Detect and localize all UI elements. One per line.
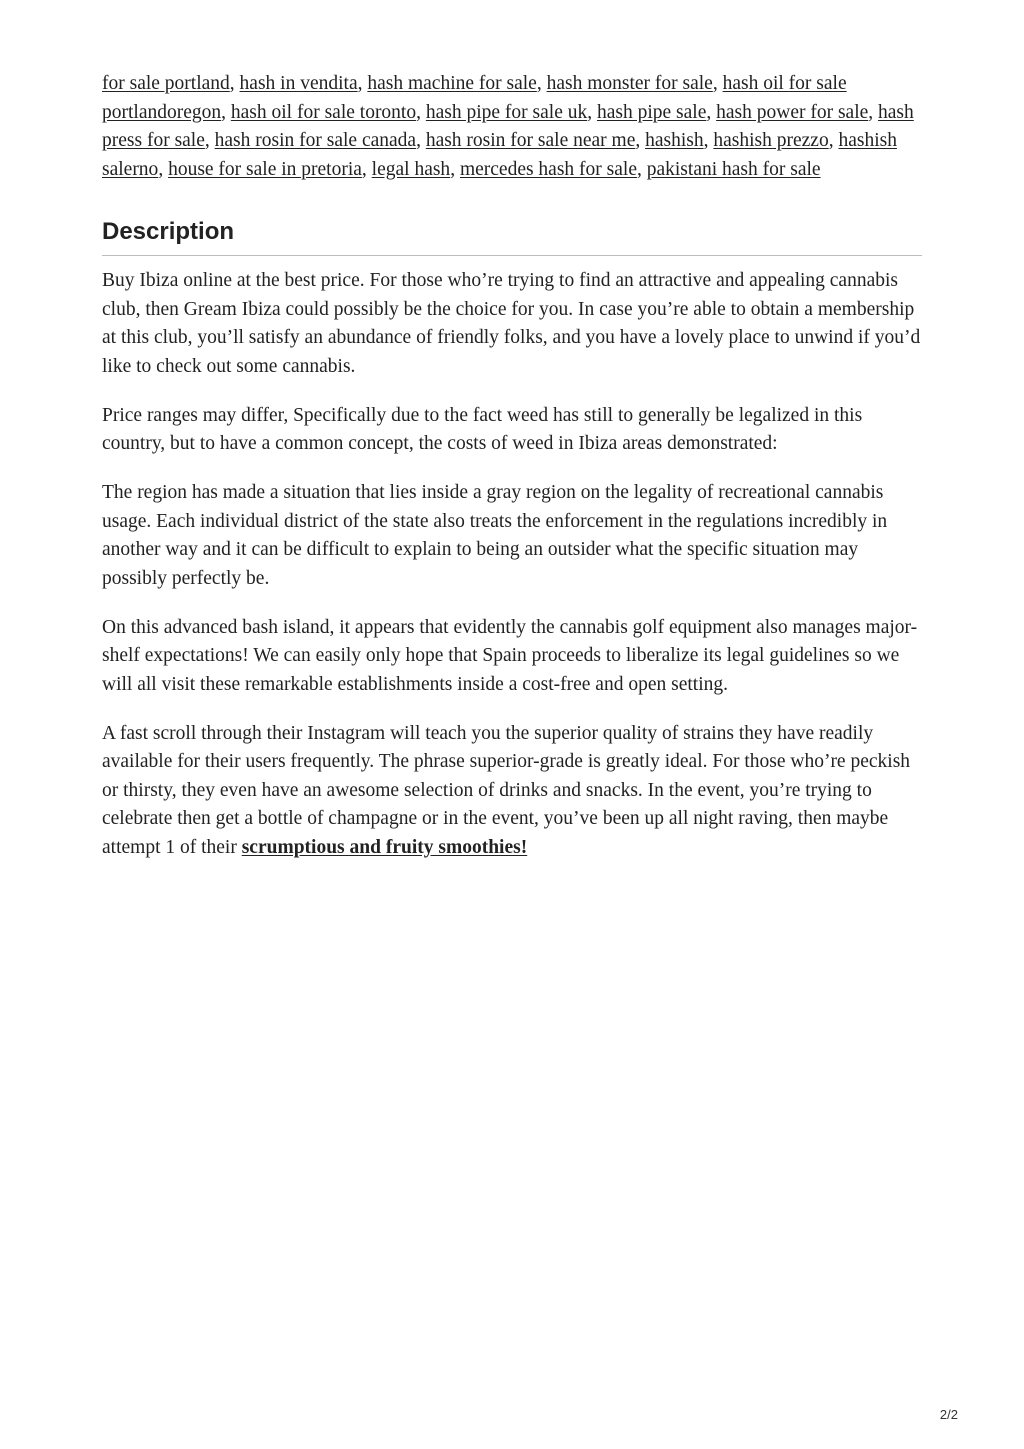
tag-link[interactable]: legal hash bbox=[371, 158, 451, 180]
tag-link[interactable]: hashish prezzo bbox=[713, 130, 829, 151]
tag-link[interactable]: pakistani hash for sale bbox=[646, 158, 821, 180]
page-number: 2/2 bbox=[939, 1407, 958, 1422]
tag-list bbox=[102, 70, 922, 184]
tag-link[interactable]: hash pipe sale bbox=[596, 101, 707, 123]
description-paragraph-1: Buy Ibiza online at the best price. For those who’re trying to find an attractive and appealing cannabis club, then Gream Ibiza could possibly be the choice for you. In case you’re able to obtain a membership at this club, you’ll satisfy an abundance of friendly folks, and you have a lovely place to unwind if you’d like to check out some cannabis. bbox=[102, 270, 921, 377]
tag-separator: , bbox=[361, 158, 372, 180]
tag-separator: , bbox=[416, 130, 426, 151]
tag-link[interactable]: hash press for sale bbox=[102, 101, 914, 151]
tag-separator: , bbox=[204, 130, 215, 151]
description-heading: Description bbox=[102, 218, 922, 256]
tag-link[interactable]: hash rosin for sale canada bbox=[214, 130, 417, 151]
description-paragraph-2: Price ranges may differ, Specifically due to the fact weed has still to generally be legalized in this country, but to have a common concept, the costs of weed in Ibiza areas demonstrated: bbox=[102, 404, 863, 454]
tag-separator: , bbox=[706, 101, 717, 123]
tag-link[interactable]: hash in vendita bbox=[239, 73, 358, 94]
tag-link[interactable]: mercedes hash for sale bbox=[459, 158, 637, 180]
tag-separator: , bbox=[158, 158, 169, 180]
tag-link[interactable]: hash rosin for sale near me bbox=[425, 130, 636, 151]
tag-link[interactable]: hash power for sale bbox=[716, 101, 869, 123]
description-paragraph-5-text: A fast scroll through their Instagram will teach you the superior quality of strains they have readily available for their users frequently. The phrase superior-grade is greatly ideal. For those who’re peckish or thirsty, they even have an awesome selection of drinks and snacks. In the event, you’re trying to celebrate then get a bottle of champagne or in the event, you’ve been up all night raving, then maybe attempt 1 of their bbox=[102, 722, 911, 858]
tag-separator: , bbox=[450, 158, 460, 180]
tag-separator: , bbox=[536, 73, 547, 94]
tag-separator: , bbox=[587, 101, 597, 123]
tag-link[interactable]: hash machine for sale bbox=[367, 73, 537, 94]
tag-separator: , bbox=[416, 101, 426, 123]
tag-link[interactable]: hash monster for sale bbox=[546, 73, 713, 94]
description-paragraph-3: The region has made a situation that lies inside a gray region on the legality of recreational cannabis usage. Each individual district of the state also treats the enforcement in the regulations incredibly in another way and it can be difficult to explain to being an outsider what the specific situation may possibly perfectly be. bbox=[102, 482, 888, 589]
tag-separator: , bbox=[712, 73, 723, 94]
tag-link[interactable]: house for sale in pretoria bbox=[168, 158, 362, 180]
tag-separator: , bbox=[221, 101, 231, 123]
tag-link[interactable]: hash pipe for sale uk bbox=[425, 101, 588, 123]
tag-separator: , bbox=[828, 130, 839, 151]
tag-separator: , bbox=[357, 73, 368, 94]
description-body bbox=[102, 267, 922, 862]
tag-link[interactable]: hash oil for sale portlandoregon bbox=[102, 73, 847, 123]
description-paragraph-5 bbox=[102, 720, 922, 863]
tag-link[interactable]: hashish salerno bbox=[102, 130, 897, 180]
smoothies-link[interactable]: scrumptious and fruity smoothies! bbox=[241, 836, 528, 858]
tag-link[interactable]: hashish bbox=[645, 130, 704, 151]
tag-separator: , bbox=[635, 130, 646, 151]
tag-separator: , bbox=[636, 158, 647, 180]
document-page bbox=[102, 70, 922, 883]
tag-link[interactable]: for sale portland bbox=[102, 73, 230, 94]
tag-separator: , bbox=[703, 130, 714, 151]
description-paragraph-4: On this advanced bash island, it appears that evidently the cannabis golf equipment also manages major-shelf expectations! We can easily only hope that Spain proceeds to liberalize its legal guidelines so we will all visit these remarkable establishments inside a cost-free and open setting. bbox=[102, 616, 918, 695]
tag-separator: , bbox=[229, 73, 240, 94]
tag-separator: , bbox=[868, 101, 879, 123]
tag-link[interactable]: hash oil for sale toronto bbox=[230, 101, 417, 123]
